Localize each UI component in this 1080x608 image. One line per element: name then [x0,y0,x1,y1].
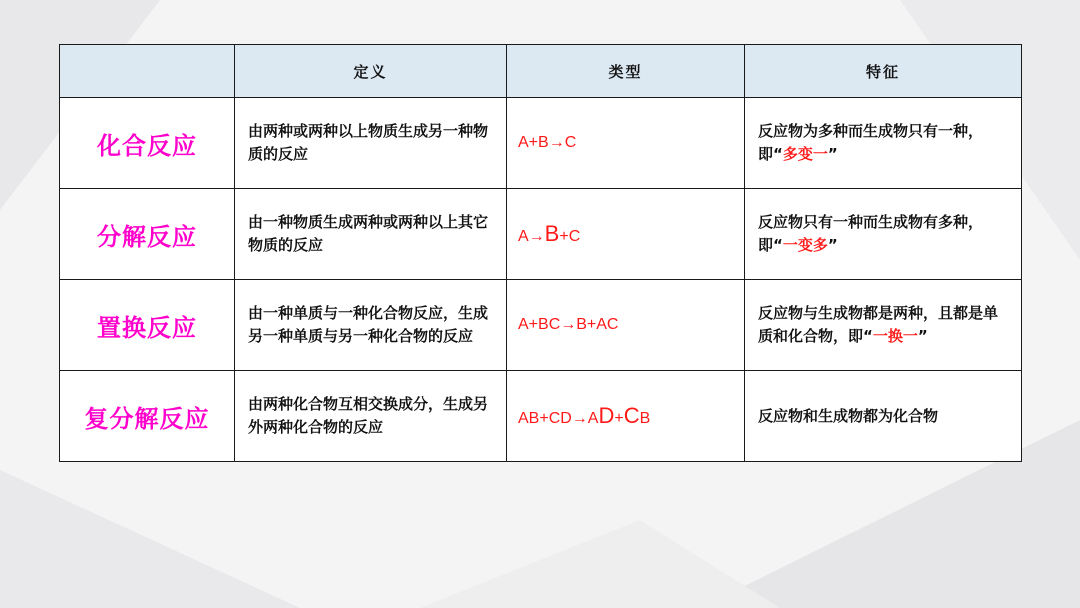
reaction-feature [745,189,1022,280]
formula-part: B [639,410,651,427]
reaction-formula [507,280,745,371]
formula-part: +C [559,228,581,245]
reaction-name: 复分解反应 [60,371,235,462]
reaction-feature [745,280,1022,371]
formula-part: A+B→C [518,134,577,151]
formula-part: A→ [518,228,545,245]
reaction-formula [507,189,745,280]
reaction-definition: 由两种或两种以上物质生成另一种物质的反应 [235,98,507,189]
reaction-definition: 由一种物质生成两种或两种以上其它物质的反应 [235,189,507,280]
reaction-definition: 由两种化合物互相交换成分，生成另外两种化合物的反应 [235,371,507,462]
table-row [60,189,1022,280]
reaction-formula [507,371,745,462]
table-row [60,98,1022,189]
formula-part: AB+CD→A [518,410,599,427]
feature-text: 反应物与生成物都是两种，且都是单质和化合物，即“ [758,304,999,345]
feature-highlight: 多变一 [782,145,828,163]
feature-text-end: ” [917,327,928,345]
feature-text: 反应物只有一种而生成物有多种，即“ [758,213,984,254]
header-type: 类型 [507,45,745,98]
reaction-table-container [59,44,1021,462]
formula-part: B [544,221,560,246]
feature-text-end: ” [827,145,838,163]
formula-part: D [598,403,615,428]
feature-text-end: ” [827,236,838,254]
feature-highlight: 一换一 [872,327,918,345]
reaction-name: 分解反应 [60,189,235,280]
table-row [60,280,1022,371]
reaction-feature [745,98,1022,189]
formula-part: A+BC→B+AC [518,316,619,333]
table-row [60,371,1022,462]
formula-part: C [623,403,640,428]
reaction-definition: 由一种单质与一种化合物反应，生成另一种单质与另一种化合物的反应 [235,280,507,371]
header-definition: 定义 [235,45,507,98]
formula-part: + [614,410,624,427]
reaction-name: 置换反应 [60,280,235,371]
reaction-feature [745,371,1022,462]
header-blank [60,45,235,98]
reaction-formula [507,98,745,189]
feature-text: 反应物和生成物都为化合物 [758,406,939,425]
feature-text: 反应物为多种而生成物只有一种，即“ [758,122,984,163]
reaction-name: 化合反应 [60,98,235,189]
table-header-row [60,45,1022,98]
reaction-types-table [59,44,1022,462]
feature-highlight: 一变多 [782,236,828,254]
header-feature: 特征 [745,45,1022,98]
